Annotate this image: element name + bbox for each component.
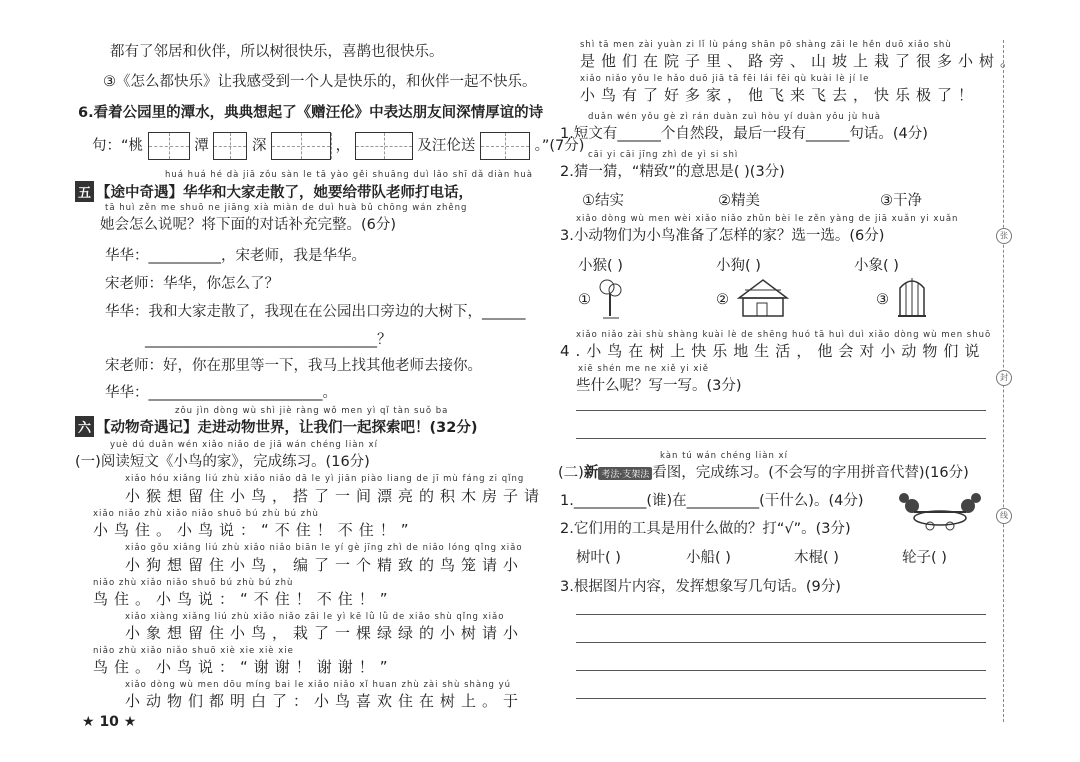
part-2-heading: (二)新 考法·支架法 看图，完成练习。(不会写的字用拼音代替)(16分) (558, 465, 969, 481)
section-6-heading: 六 【动物奇遇记】走进动物世界，让我们一起探索吧！(32分) (75, 416, 477, 437)
poem-fill-line: 句：“桃 潭 深 ， 及汪伦送 。”(7分) (92, 132, 584, 160)
section-5-instruction: 她会怎么说呢？将下面的对话补充完整。(6分) (100, 217, 397, 233)
pinyin-line: niǎo zhù xiǎo niǎo shuō bú zhù bú zhù (93, 578, 294, 588)
dialogue-line: 宋老师：好，你在那里等一下，我马上找其他老师去接你。 (105, 358, 482, 374)
block-house-icon (735, 276, 791, 320)
char-box[interactable] (148, 132, 190, 160)
pinyin-line: xiǎo niǎo zài shù shàng kuài lè de shēng huó tā huì duì xiǎo dòng wù men shuō (576, 330, 992, 340)
passage-line: 小狗想留住小鸟，编了一个精致的鸟笼请小 (125, 556, 525, 574)
passage-line: 小鸟住。小鸟说：“不住！不住！” (93, 521, 415, 539)
answer-line[interactable] (576, 410, 986, 411)
answer-line[interactable] (576, 438, 986, 439)
char-box[interactable] (213, 132, 247, 160)
question-3: 3.小动物们为小鸟准备了怎样的家？选一选。(6分) (560, 228, 885, 244)
new-method-badge: 考法·支架法 (598, 467, 652, 480)
pinyin-line: xiǎo dòng wù men wèi xiǎo niǎo zhǔn bèi le zěn yàng de jiā xuǎn yi xuǎn (576, 214, 959, 224)
passage-line: 小鸟有了好多家，他飞来飞去，快乐极了！ (580, 86, 980, 104)
option-stick[interactable]: 木棍( ) (794, 550, 839, 566)
pinyin-line: xiǎo xiàng xiǎng liú zhù xiǎo niǎo zāi le yì kē lǜ lǜ de xiǎo shù qǐng xiǎo (125, 612, 505, 622)
task-3: 3.根据图片内容，发挥想象写几句话。(9分) (560, 579, 841, 595)
answer-slot[interactable]: 小猴( ) (578, 258, 623, 274)
pinyin-line: kàn tú wán chéng liàn xí (660, 451, 788, 461)
option-leaf[interactable]: 树叶( ) (576, 550, 621, 566)
char-box[interactable] (480, 132, 530, 160)
answer-line[interactable] (576, 642, 986, 643)
pinyin-line: huá huá hé dà jiā zǒu sàn le tā yào gěi shuāng duì lǎo shī dǎ diàn huà (165, 170, 533, 180)
section-tag: 五 (75, 181, 94, 202)
passage-line: 小猴想留住小鸟，搭了一间漂亮的积木房子请 (125, 487, 546, 505)
binding-hole: 张 (996, 228, 1012, 244)
option-wheel[interactable]: 轮子( ) (902, 550, 947, 566)
question-2: 2.猜一猜，“精致”的意思是( )(3分) (560, 164, 785, 180)
option-3: ③《怎么都快乐》让我感受到一个人是快乐的，和伙伴一起不快乐。 (103, 74, 537, 90)
pinyin-line: zǒu jìn dòng wù shì jiè ràng wǒ men yì qǐ tàn suǒ ba (175, 406, 449, 416)
binding-hole: 封 (996, 370, 1012, 386)
answer-line[interactable] (576, 670, 986, 671)
dialogue-line: 宋老师：华华，你怎么了？ (105, 276, 279, 292)
passage-line: 小动物们都明白了：小鸟喜欢住在树上。于 (125, 692, 525, 710)
section-tag: 六 (75, 416, 94, 437)
option-3[interactable]: ③干净 (880, 193, 922, 209)
pinyin-line: xiǎo hóu xiǎng liú zhù xiǎo niǎo dā le yì jiān piào liang de jī mù fáng zi qǐng (125, 474, 525, 484)
dialogue-line: 华华：我和大家走散了，我现在在公园出口旁边的大树下，______ (105, 304, 526, 320)
text-line: 都有了邻居和伙伴，所以树很快乐，喜鹊也很快乐。 (110, 44, 444, 60)
dialogue-line: 华华：________________________。 (105, 385, 337, 401)
section-5-heading: 五 【途中奇遇】华华和大家走散了，她要给带队老师打电话， (75, 181, 473, 202)
pinyin-line: cāi yi cāi jīng zhì de yì si shì (588, 150, 739, 160)
passage-line: 鸟住。小鸟说：“不住！不住！” (93, 590, 394, 608)
option-2[interactable]: ②精美 (718, 193, 760, 209)
binding-hole: 线 (996, 508, 1012, 524)
char-box[interactable] (271, 132, 331, 160)
question-4: 4.小鸟在树上快乐地生活，他会对小动物们说 (560, 342, 986, 360)
choice-number: ② (716, 292, 729, 308)
answer-slot[interactable]: 小狗( ) (716, 258, 761, 274)
choice-number: ① (578, 292, 591, 308)
dialogue-line: 华华：__________，宋老师，我是华华。 (105, 248, 366, 264)
answer-line[interactable] (576, 614, 986, 615)
answer-line[interactable] (576, 698, 986, 699)
pinyin-line: xiǎo niǎo zhù xiǎo niǎo shuō bú zhù bú zhù (93, 509, 319, 519)
passage-line: 鸟住。小鸟说：“谢谢！谢谢！” (93, 658, 394, 676)
pinyin-line: shì tā men zài yuàn zi lǐ lù páng shān pō shàng zāi le hěn duō xiǎo shù (580, 40, 952, 50)
pinyin-line: niǎo zhù xiǎo niǎo shuō xiè xie xiè xie (93, 646, 294, 656)
question-1: 1.短文有______个自然段，最后一段有______句话。(4分) (560, 126, 928, 142)
task-1: 1.__________(谁)在__________(干什么)。(4分) (560, 493, 864, 509)
dialogue-line: ________________________________？ (145, 332, 392, 348)
pinyin-line: xiē shén me ne xiě yi xiě (578, 364, 710, 374)
choice-number: ③ (876, 292, 889, 308)
pinyin-line: xiǎo gǒu xiǎng liú zhù xiǎo niǎo biān le yí gè jīng zhì de niǎo lóng qǐng xiǎo (125, 543, 523, 553)
ants-boat-icon (890, 482, 990, 534)
pinyin-line: duǎn wén yǒu gè zì rán duàn zuì hòu yí duàn yǒu jù huà (588, 112, 881, 122)
part-1-heading: (一)阅读短文《小鸟的家》，完成练习。(16分) (75, 454, 370, 470)
page-number: ★ 10 ★ (82, 714, 137, 730)
question-4-continued: 些什么呢？写一写。(3分) (576, 378, 742, 394)
pinyin-line: tā huì zěn me shuō ne jiāng xià miàn de duì huà bǔ chōng wán zhěng (105, 203, 468, 213)
passage-line: 小象想留住小鸟，栽了一棵绿绿的小树请小 (125, 624, 525, 642)
pinyin-line: xiǎo niǎo yǒu le hǎo duō jiā tā fēi lái fēi qù kuài lè jí le (580, 74, 870, 84)
option-1[interactable]: ①结实 (582, 193, 624, 209)
pinyin-line: xiǎo dòng wù men dōu míng bai le xiǎo niǎo xǐ huan zhù zài shù shàng yú (125, 680, 512, 690)
task-2: 2.它们用的工具是用什么做的？打“√”。(3分) (560, 521, 851, 537)
tree-icon (595, 276, 625, 322)
birdcage-icon (896, 274, 928, 320)
answer-slot[interactable]: 小象( ) (854, 258, 899, 274)
pinyin-line: yuè dú duǎn wén xiǎo niǎo de jiā wán chéng liàn xí (110, 440, 378, 450)
question-6: 6.看着公园里的潭水，典典想起了《赠汪伦》中表达朋友间深情厚谊的诗 (78, 105, 544, 121)
char-box[interactable] (355, 132, 413, 160)
option-boat[interactable]: 小船( ) (686, 550, 731, 566)
passage-line: 是他们在院子里、路旁、山坡上栽了很多小树。 (580, 52, 1022, 70)
